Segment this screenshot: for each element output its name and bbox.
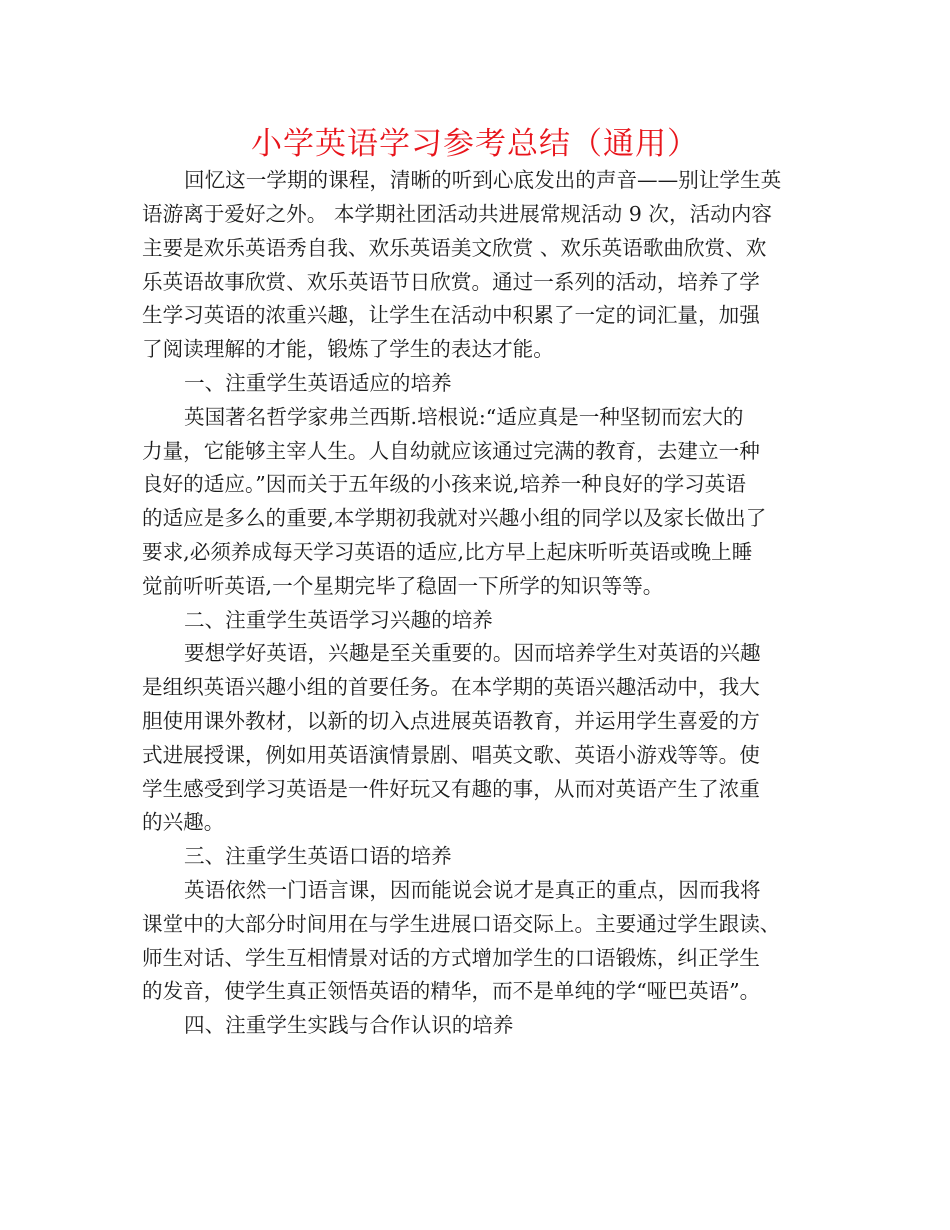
section-heading: 三、注重学生英语口语的培养 [184,844,452,868]
page-title: 小学英语学习参考总结（通用） [251,126,699,162]
paragraph-line: 觉前听听英语,一个星期完毕了稳固一下所学的知识等等。 [142,574,664,598]
paragraph-line: 生学习英语的浓重兴趣，让学生在活动中积累了一定的词汇量，加强 [142,303,760,327]
paragraph-line: 英语依然一门语言课，因而能说会说才是真正的重点，因而我将 [184,878,761,902]
paragraph-line: 要想学好英语，兴趣是至关重要的。因而培养学生对英语的兴趣 [184,641,761,665]
paragraph-line: 要求,必须养成每天学习英语的适应,比方早上起床听听英语或晚上睡 [142,540,753,564]
section-heading: 一、注重学生英语适应的培养 [184,371,452,395]
paragraph-line: 力量，它能够主宰人生。人自幼就应该通过完满的教育，去建立一种 [142,439,760,463]
paragraph-line: 的兴趣。 [142,810,225,834]
paragraph-line: 的发音，使学生真正领悟英语的精华，而不是单纯的学“哑巴英语”。 [142,979,761,1003]
paragraph-line: 主要是欢乐英语秀自我、欢乐英语美文欣赏 、欢乐英语歌曲欣赏、欢 [142,236,767,260]
paragraph-line: 学生感受到学习英语是一件好玩又有趣的事，从而对英语产生了浓重 [142,777,760,801]
paragraph-line: 胆使用课外教材，以新的切入点进展英语教育，并运用学生喜爱的方 [142,709,760,733]
paragraph-line: 回忆这一学期的课程，清晰的听到心底发出的声音——别让学生英 [184,168,782,192]
paragraph-line: 乐英语故事欣赏、欢乐英语节日欣赏。通过一系列的活动，培养了学 [142,270,760,294]
paragraph-line: 良好的适应。”因而关于五年级的小孩来说,培养一种良好的学习英语 [142,472,746,496]
paragraph-line: 了阅读理解的才能，锻炼了学生的表达才能。 [142,337,554,361]
paragraph-line: 是组织英语兴趣小组的首要任务。在本学期的英语兴趣活动中，我大 [142,675,760,699]
paragraph-line: 课堂中的大部分时间用在与学生进展口语交际上。主要通过学生跟读、 [142,912,781,936]
paragraph-line: 式进展授课，例如用英语演情景剧、唱英文歌、英语小游戏等等。使 [142,743,760,767]
paragraph-line: 语游离于爱好之外。 本学期社团活动共进展常规活动 9 次，活动内容 [142,202,772,226]
section-heading: 二、注重学生英语学习兴趣的培养 [184,608,493,632]
paragraph-line: 英国著名哲学家弗兰西斯.培根说:“适应真是一种坚韧而宏大的 [184,405,744,429]
section-heading: 四、注重学生实践与合作认识的培养 [184,1013,514,1037]
paragraph-line: 师生对话、学生互相情景对话的方式增加学生的口语锻炼，纠正学生 [142,946,760,970]
paragraph-line: 的适应是多么的重要,本学期初我就对兴趣小组的同学以及家长做出了 [142,506,767,530]
